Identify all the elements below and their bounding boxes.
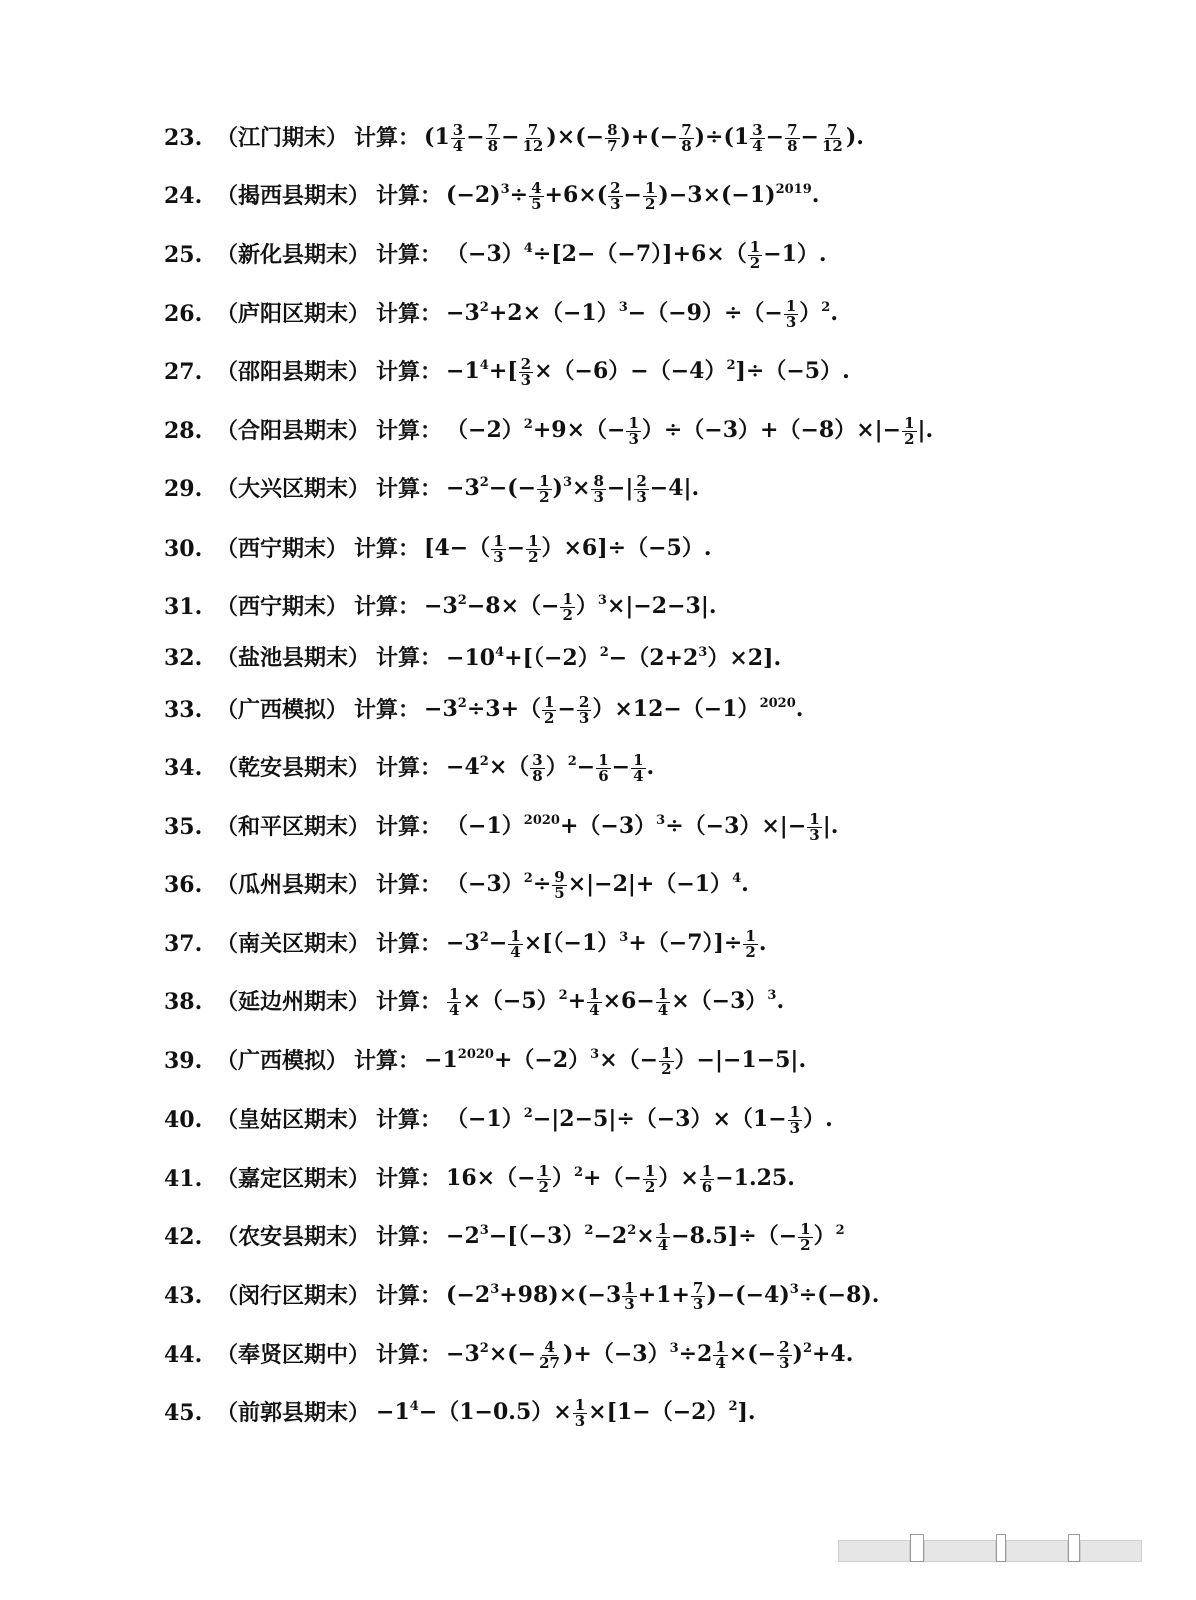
math-expression: $(-3)^4\div[2-(-7)]+6\times$（ $\frac{1}{2}$ −1）. xyxy=(446,237,827,272)
problem-source: （大兴区期末） xyxy=(216,475,371,502)
problem-source: （西宁期末） xyxy=(216,535,349,562)
problem-39 xyxy=(164,1045,806,1077)
problem-number: 33. xyxy=(164,696,203,723)
problem-number: 25. xyxy=(164,241,203,268)
problem-lead: 计算： xyxy=(376,1223,443,1250)
math-expression: $-1^4-(1-0.5)\times$ $\frac{1}{3}$ $\times[1-(-2)^2]$. xyxy=(376,1395,756,1430)
problem-number: 42. xyxy=(164,1223,203,1250)
problem-24 xyxy=(164,180,819,212)
problem-29 xyxy=(164,473,699,505)
problem-38 xyxy=(164,986,784,1018)
scan-artifact-bar xyxy=(838,1526,1144,1562)
problem-lead: 计算： xyxy=(354,535,421,562)
math-expression: $-3^2\times(-$ $\frac{4}{27}$ )$+(-3)^3\div 2$ $\frac{1}{4}$ ×(− $\frac{2}{3}$ )$^2$+4. xyxy=(446,1337,854,1372)
problem-number: 24. xyxy=(164,182,203,209)
math-expression: $(-2)^2+9\times(-$ $\frac{1}{3}$ ）÷（−3）+（−8）×|− $\frac{1}{2}$ |. xyxy=(446,413,934,448)
problem-number: 37. xyxy=(164,930,203,957)
math-expression: [4−（ $\frac{1}{3}$ − $\frac{1}{2}$ ）×6]÷（−5）. xyxy=(424,531,712,566)
problem-number: 43. xyxy=(164,1282,203,1309)
problem-lead: 计算： xyxy=(354,124,421,151)
problem-44 xyxy=(164,1339,853,1371)
problem-number: 44. xyxy=(164,1341,203,1368)
problem-30 xyxy=(164,533,712,565)
problem-32 xyxy=(164,643,781,673)
problem-number: 40. xyxy=(164,1106,203,1133)
math-expression: $(-1)^{2020}+(-3)^3\div(-3)\times|-$ $\frac{1}{3}$ |. xyxy=(446,809,839,844)
problem-source: （广西模拟） xyxy=(216,696,349,723)
math-expression: $(-2^3+98)\times(-3$ $\frac{1}{3}$ +1+ $\frac{7}{3}$ )$-(-4)^3\div(-8)$. xyxy=(446,1278,880,1313)
math-expression: $-1^4+$[ $\frac{2}{3}$ $\times(-6)-(-4)^2]\div(-5)$. xyxy=(446,354,850,389)
problem-source: （庐阳区期末） xyxy=(216,300,371,327)
problem-number: 36. xyxy=(164,871,203,898)
problem-lead: 计算： xyxy=(376,475,443,502)
problem-lead: 计算： xyxy=(376,241,443,268)
math-expression: $(-1)^2-|2-5|\div(-3)\times(1-$ $\frac{1}{3}$ ）. xyxy=(446,1102,833,1137)
problem-36 xyxy=(164,869,749,901)
problem-source: （农安县期末） xyxy=(216,1223,371,1250)
problem-35 xyxy=(164,811,838,843)
problem-43 xyxy=(164,1280,879,1312)
problem-number: 27. xyxy=(164,358,203,385)
math-expression: 16×（− $\frac{1}{2}$ ）$^2$+（− $\frac{1}{2}$ ）× $\frac{1}{6}$ −1.25. xyxy=(446,1161,795,1196)
math-expression: $-3^2\div 3+$（ $\frac{1}{2}$ − $\frac{2}{3}$ ）$\times 12-(-1)^{2020}$. xyxy=(424,692,804,727)
problem-source: （邵阳县期末） xyxy=(216,358,371,385)
problem-45 xyxy=(164,1397,756,1429)
problem-31 xyxy=(164,591,717,623)
math-expression: $-3^2-$ $\frac{1}{4}$ $\times[(-1)^3+(-7)]\div$ $\frac{1}{2}$ . xyxy=(446,926,767,961)
problem-lead: 计算： xyxy=(354,593,421,620)
problem-number: 31. xyxy=(164,593,203,620)
problem-number: 38. xyxy=(164,988,203,1015)
math-expression: $-2^3-[(-3)^2-2^2\times$ $\frac{1}{4}$ −8.5]÷（− $\frac{1}{2}$ ）$^2$ xyxy=(446,1219,845,1254)
problem-source: （乾安县期末） xyxy=(216,754,371,781)
math-expression: $-4^2\times$（ $\frac{3}{8}$ ）$^2$− $\frac{1}{6}$ − $\frac{1}{4}$ . xyxy=(446,750,655,785)
problem-source: （和平区期末） xyxy=(216,813,371,840)
math-expression: $-10^4+[(-2)^2-(2+2^3)\times 2]$. xyxy=(446,645,782,671)
problem-number: 29. xyxy=(164,475,203,502)
problem-lead: 计算： xyxy=(376,871,443,898)
problem-34 xyxy=(164,752,654,784)
problem-lead: 计算： xyxy=(376,645,443,671)
problem-source: （广西模拟） xyxy=(216,1047,349,1074)
problem-lead: 计算： xyxy=(376,930,443,957)
problem-number: 32. xyxy=(164,645,203,671)
problem-41 xyxy=(164,1163,795,1195)
math-expression: $(-2)^3\div$ $\frac{4}{5}$ +6×( $\frac{2}{3}$ − $\frac{1}{2}$ )$-3\times(-1)^{2019}$. xyxy=(446,178,820,213)
problem-lead: 计算： xyxy=(376,182,443,209)
math-expression: (1 $\frac{3}{4}$ − $\frac{7}{8}$ − $\frac{7}{12}$ )×(− $\frac{8}{7}$ )+(− $\frac{7}{8}$ )÷(1 $\frac{3}{4}$ − $\frac{7}{8}$ − $\frac{7}{12}$ ). xyxy=(424,120,864,155)
problem-source: （皇姑区期末） xyxy=(216,1106,371,1133)
problem-lead: 计算： xyxy=(376,813,443,840)
problem-42 xyxy=(164,1221,845,1253)
problem-lead: 计算： xyxy=(354,1047,421,1074)
problem-source: （瓜州县期末） xyxy=(216,871,371,898)
math-expression: $-3^2-(-$ $\frac{1}{2}$ )$^3$× $\frac{8}{3}$ −| $\frac{2}{3}$ −4|. xyxy=(446,471,700,506)
problem-27 xyxy=(164,356,850,388)
problem-number: 26. xyxy=(164,300,203,327)
problem-number: 34. xyxy=(164,754,203,781)
problem-number: 35. xyxy=(164,813,203,840)
problem-source: （嘉定区期末） xyxy=(216,1165,371,1192)
math-expression: $-3^2-8\times(-$ $\frac{1}{2}$ ）$^3$×|−2−3|. xyxy=(424,589,717,624)
problem-number: 23. xyxy=(164,124,203,151)
problem-lead: 计算： xyxy=(376,417,443,444)
problem-23 xyxy=(164,122,864,154)
problem-source: （江门期末） xyxy=(216,124,349,151)
problem-number: 45. xyxy=(164,1399,203,1426)
problem-source: （西宁期末） xyxy=(216,593,349,620)
problem-source: （闵行区期末） xyxy=(216,1282,371,1309)
problem-source: （前郭县期末） xyxy=(216,1399,371,1426)
problem-lead: 计算： xyxy=(376,1282,443,1309)
problem-number: 28. xyxy=(164,417,203,444)
problem-source: （盐池县期末） xyxy=(216,645,371,671)
math-expression: $\frac{1}{4}$ $\times(-5)^2+$ $\frac{1}{4}$ ×6− $\frac{1}{4}$ $\times(-3)^3$. xyxy=(449,984,785,1019)
problem-source: （奉贤区期中） xyxy=(216,1341,371,1368)
problem-number: 41. xyxy=(164,1165,203,1192)
problem-source: （合阳县期末） xyxy=(216,417,371,444)
problem-26 xyxy=(164,298,838,330)
problem-source: （揭西县期末） xyxy=(216,182,371,209)
problem-37 xyxy=(164,928,766,960)
problem-source: （新化县期末） xyxy=(216,241,371,268)
problem-lead: 计算： xyxy=(376,754,443,781)
problem-number: 39. xyxy=(164,1047,203,1074)
problem-source: （南关区期末） xyxy=(216,930,371,957)
problem-33 xyxy=(164,694,803,726)
math-expression: $-3^2+2\times(-1)^3-(-9)\div(-$ $\frac{1}{3}$ ）$^2$. xyxy=(446,296,839,331)
problem-number: 30. xyxy=(164,535,203,562)
problem-lead: 计算： xyxy=(376,1106,443,1133)
problem-28 xyxy=(164,415,933,447)
problem-lead: 计算： xyxy=(376,1165,443,1192)
math-expression: $-1^{2020}+(-2)^3\times(-$ $\frac{1}{2}$ ）−|−1−5|. xyxy=(424,1043,807,1078)
problem-lead: 计算： xyxy=(376,1341,443,1368)
problem-lead: 计算： xyxy=(354,696,421,723)
problem-lead: 计算： xyxy=(376,988,443,1015)
problem-lead: 计算： xyxy=(376,300,443,327)
math-expression: $(-3)^2\div$ $\frac{9}{5}$ $\times|-2|+(-1)^4$. xyxy=(446,867,749,902)
problem-source: （延边州期末） xyxy=(216,988,371,1015)
problem-40 xyxy=(164,1104,833,1136)
problem-lead: 计算： xyxy=(376,358,443,385)
problem-25 xyxy=(164,239,827,271)
